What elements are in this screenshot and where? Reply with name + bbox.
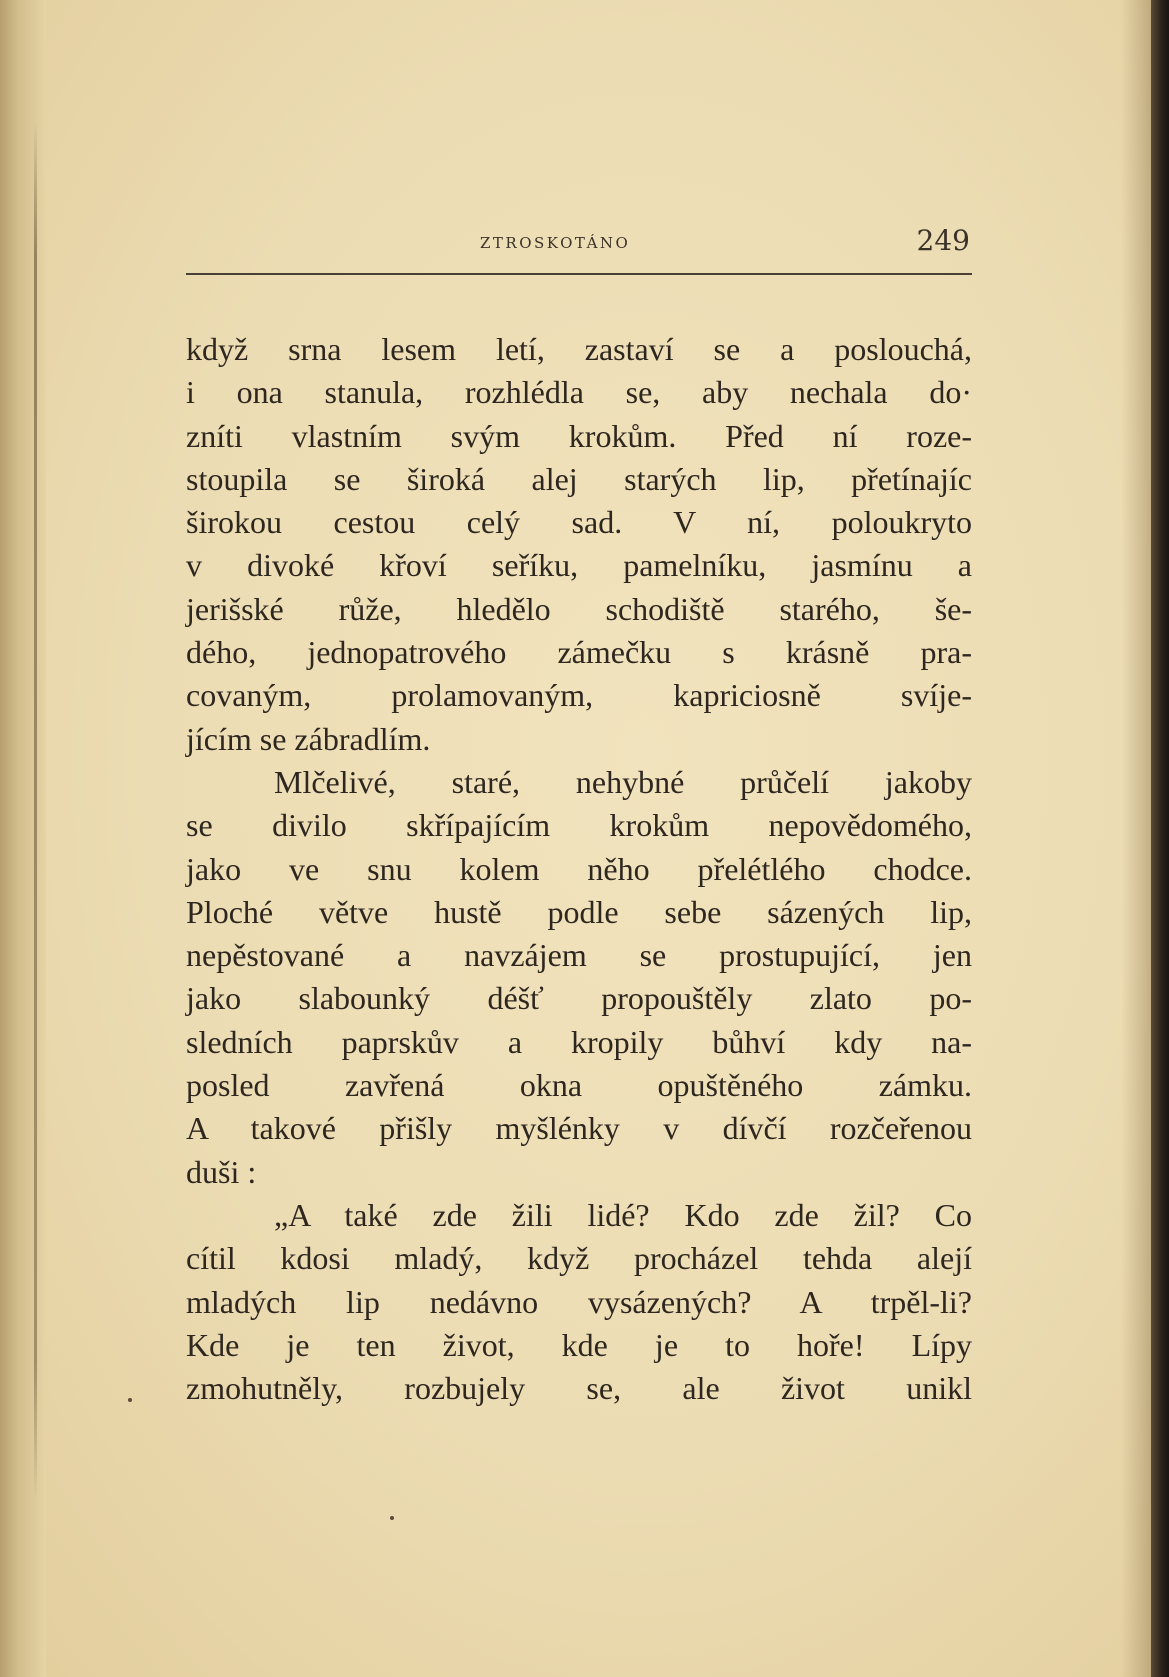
page-right-edge [1151, 0, 1169, 1677]
text-line: se divilo skřípajícím krokům nepovědomého, [186, 807, 972, 844]
page-number: 249 [916, 224, 970, 257]
text-line: posled zavřená okna opuštěného zámku. [186, 1067, 972, 1104]
running-title: ZTROSKOTÁNO [480, 234, 631, 252]
paper-speck [128, 1398, 132, 1402]
text-line: Ploché větve hustě podle sebe sázených lip, [186, 893, 972, 930]
text-line: v divoké křoví seříku, pamelníku, jasmínu a [186, 547, 972, 584]
text-line: dého, jednopatrového zámečku s krásně pra- [186, 634, 972, 671]
text-line: jerišské růže, hledělo schodiště starého, še- [186, 590, 972, 627]
page-header [186, 224, 970, 264]
text-line: A takové přišly myšlénky v dívčí rozčeřenou [186, 1110, 972, 1147]
text-line: „A také zde žili lidé? Kdo zde žil? Co [274, 1196, 972, 1233]
text-line: i ona stanula, rozhlédla se, aby nechala do· [186, 374, 972, 411]
binding-shadow-line [34, 120, 37, 1500]
paper-speck [390, 1516, 394, 1520]
text-line: když srna lesem letí, zastaví se a poslouchá, [186, 331, 972, 367]
text-line: duši : [186, 1153, 257, 1190]
body-text [186, 328, 972, 1410]
binding-gutter [0, 0, 46, 1677]
paragraph-1 [186, 328, 972, 761]
text-line: jako slabounký déšť propouštěly zlato po- [186, 980, 972, 1017]
text-line: stoupila se široká alej starých lip, přetínajíc [186, 460, 972, 497]
text-line: jako ve snu kolem něho přelétlého chodce. [186, 850, 972, 887]
text-line: Kde je ten život, kde je to hoře! Lípy [186, 1326, 972, 1363]
text-line: širokou cestou celý sad. V ní, poloukryto [186, 504, 972, 541]
text-line: zníti vlastním svým krokům. Před ní roze- [186, 417, 972, 454]
text-line: covaným, prolamovaným, kapriciosně svíje- [186, 677, 972, 714]
text-line: jícím se zábradlím. [186, 720, 431, 757]
text-line: Mlčelivé, staré, nehybné průčelí jakoby [274, 763, 972, 800]
paragraph-2 [186, 761, 972, 1194]
text-line: zmohutněly, rozbujely se, ale život unikl [186, 1370, 972, 1407]
page-edge-shade [1121, 0, 1151, 1677]
text-line: sledních paprskův a kropily bůhví kdy na- [186, 1023, 972, 1060]
text-line: cítil kdosi mladý, když procházel tehda alejí [186, 1240, 972, 1277]
header-rule [186, 273, 972, 275]
paragraph-3 [186, 1194, 972, 1410]
text-line: mladých lip nedávno vysázených? A trpěl-li? [186, 1283, 972, 1320]
text-line: nepěstované a navzájem se prostupující, jen [186, 937, 972, 974]
